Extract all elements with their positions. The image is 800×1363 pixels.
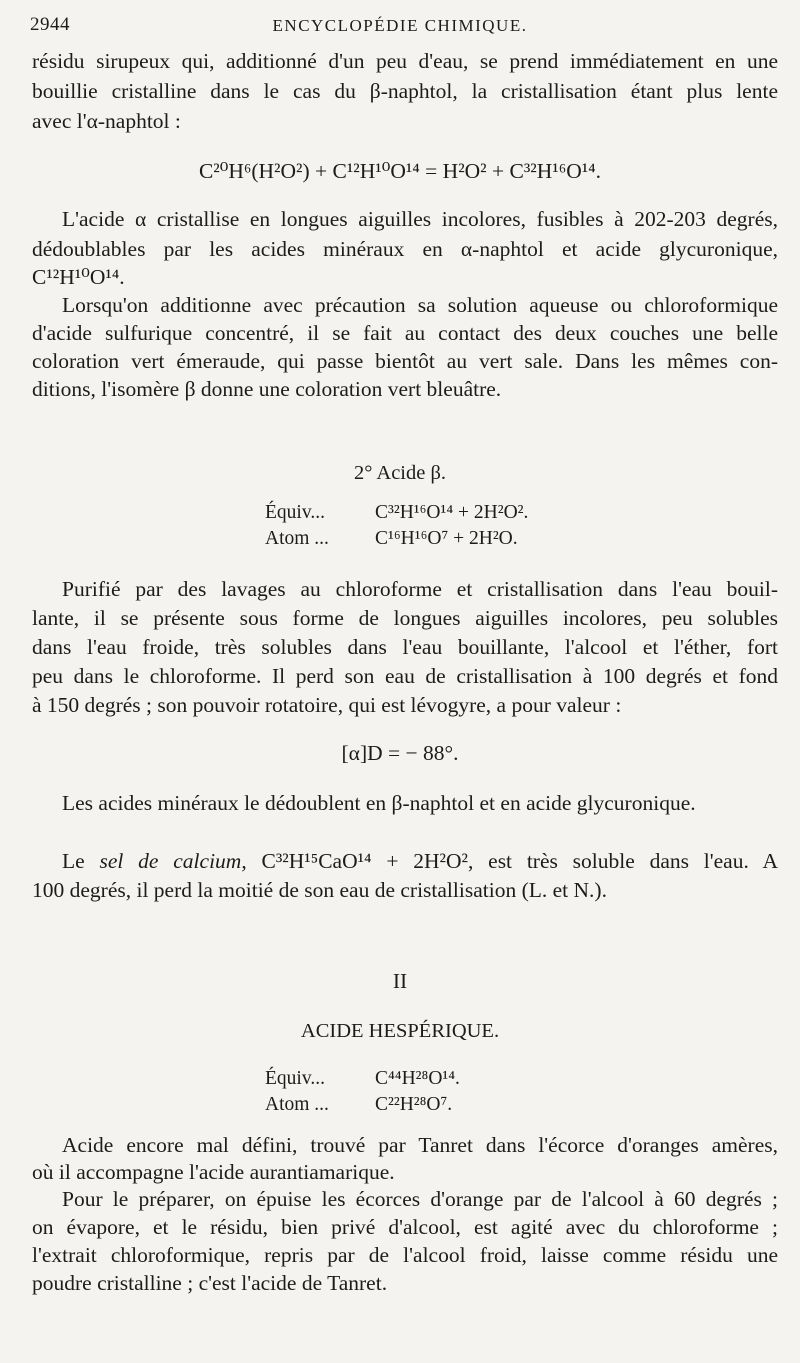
page-header (30, 14, 770, 38)
section-ii-number: II (392, 969, 408, 993)
text-line: coloration vert émeraude, qui passe bientôt au vert sale. Dans les mêmes con- (32, 349, 778, 373)
beta-formulas (0, 500, 800, 552)
calcium-salt-term: sel de calcium (99, 849, 242, 873)
formula-value: C⁴⁴H²⁸O¹⁴. (375, 1068, 460, 1089)
formula-value: C¹⁶H¹⁶O⁷ + 2H²O. (375, 528, 518, 549)
equation-1: C²⁰H⁶(H²O²) + C¹²H¹⁰O¹⁴ = H²O² + C³²H¹⁶O¹⁴. (198, 159, 602, 183)
text-line: poudre cristalline ; c'est l'acide de Tanret. (32, 1271, 388, 1295)
hesperic-formulas (0, 1066, 800, 1118)
text-line: dédoublables par les acides minéraux en α-naphtol et acide glycuronique, (32, 237, 778, 261)
formula-label: Équiv... (265, 502, 325, 523)
running-head: ENCYCLOPÉDIE CHIMIQUE. (272, 16, 528, 35)
text-line: 100 degrés, il perd la moitié de son eau de cristallisation (L. et N.). (32, 878, 607, 902)
page-number: 2944 (30, 14, 70, 35)
formula-label: Atom ... (265, 528, 329, 549)
text-line: ditions, l'isomère β donne une coloration vert bleuâtre. (32, 377, 502, 401)
text-line: Acide encore mal défini, trouvé par Tanret dans l'écorce d'oranges amères, (62, 1133, 778, 1157)
text-line: Pour le préparer, on épuise les écorces d'orange par de l'alcool à 60 degrés ; (62, 1187, 778, 1211)
text-line: lante, il se présente sous forme de longues aiguilles incolores, peu solubles (32, 606, 778, 630)
text-line: d'acide sulfurique concentré, il se fait au contact des deux couches une belle (32, 321, 778, 345)
formula-value: C³²H¹⁶O¹⁴ + 2H²O². (375, 502, 529, 523)
text-line: C¹²H¹⁰O¹⁴. (32, 265, 125, 289)
text-line: L'acide α cristallise en longues aiguilles incolores, fusibles à 202-203 degrés, (62, 207, 778, 231)
section-beta-title: 2° Acide β. (353, 462, 447, 484)
section-ii-title: ACIDE HESPÉRIQUE. (300, 1020, 500, 1042)
text-line: l'extrait chloroformique, repris par de l'alcool froid, laisse comme résidu une (32, 1243, 778, 1267)
text-line: dans l'eau froide, très solubles dans l'eau bouillante, l'alcool et l'éther, fort (32, 635, 778, 659)
text-line: peu dans le chloroforme. Il perd son eau de cristallisation à 100 degrés et fond (32, 664, 778, 688)
formula-label: Atom ... (265, 1094, 329, 1115)
text-line: résidu sirupeux qui, additionné d'un peu d'eau, se prend immédiatement en une (32, 49, 778, 73)
text-line: bouillie cristalline dans le cas du β-naphtol, la cristallisation étant plus lente (32, 79, 778, 103)
text-line: où il accompagne l'acide aurantiamarique. (32, 1160, 395, 1184)
formula-label: Équiv... (265, 1068, 325, 1089)
text-line: Lorsqu'on additionne avec précaution sa solution aqueuse ou chloroformique (62, 293, 778, 317)
text-line: Les acides minéraux le dédoublent en β-naphtol et en acide glycuronique. (62, 791, 696, 815)
rotation-formula: [α]D = − 88°. (341, 741, 459, 765)
text-line: avec l'α-naphtol : (32, 109, 181, 133)
formula-value: C²²H²⁸O⁷. (375, 1094, 453, 1115)
text-line: à 150 degrés ; son pouvoir rotatoire, qui est lévogyre, a pour valeur : (32, 693, 622, 717)
text-line: on évapore, et le résidu, bien privé d'alcool, est agité avec du chloroforme ; (32, 1215, 778, 1239)
calcium-line: Le sel de calcium, C³²H¹⁵CaO¹⁴ + 2H²O², est très soluble dans l'eau. A (62, 849, 778, 873)
text-line: Purifié par des lavages au chloroforme et cristallisation dans l'eau bouil- (62, 577, 778, 601)
